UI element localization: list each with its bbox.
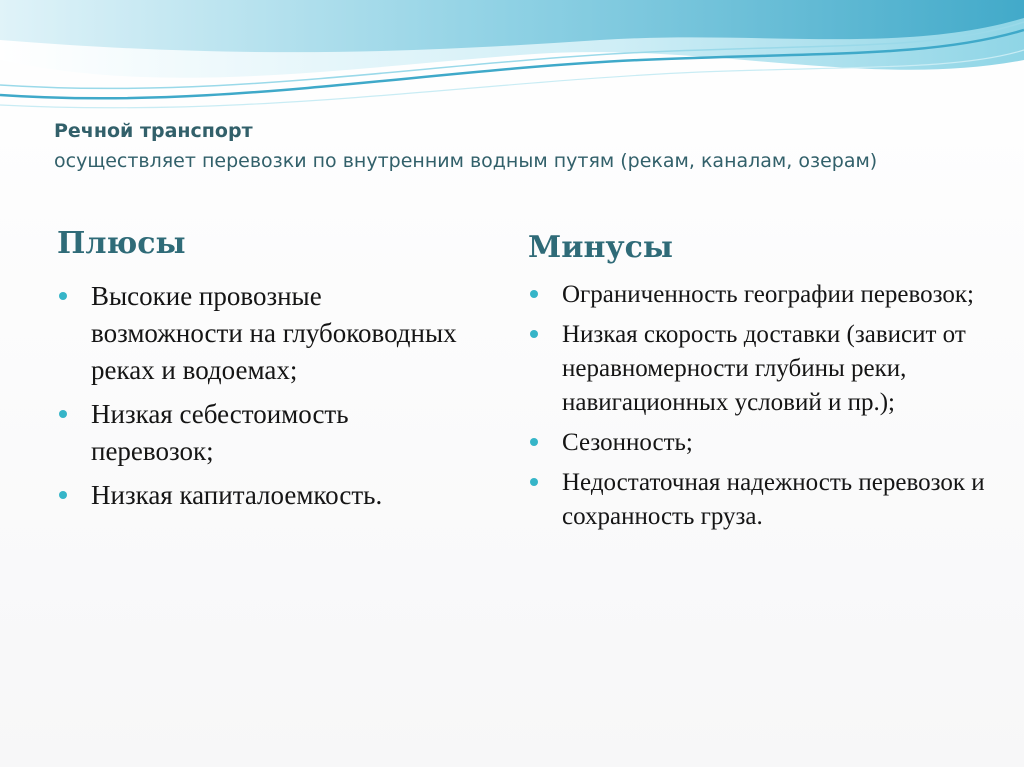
bullet-dot-icon xyxy=(530,290,538,298)
list-item-text: Сезонность; xyxy=(562,429,693,456)
list-item-text: Ограниченность географии перевозок; xyxy=(562,281,974,308)
list-item-text: Высокие провозные возможности на глубоководных реках и водоемах; xyxy=(91,281,457,385)
list-item xyxy=(57,396,477,470)
pros-list xyxy=(57,278,477,514)
bullet-dot-icon xyxy=(530,330,538,338)
list-item-text: Недостаточная надежность перевозок и сохранность груза. xyxy=(562,469,985,530)
wave-decoration xyxy=(0,0,1024,130)
cons-column xyxy=(528,224,988,540)
list-item xyxy=(528,426,988,460)
list-item-text: Низкая капиталоемкость. xyxy=(91,480,383,510)
pros-heading: Плюсы xyxy=(57,226,186,261)
bullet-dot-icon xyxy=(59,292,67,300)
list-item xyxy=(528,278,988,312)
list-item xyxy=(528,318,988,420)
list-item-text: Низкая себестоимость перевозок; xyxy=(91,399,349,466)
cons-list xyxy=(528,278,988,534)
slide-title xyxy=(54,116,994,176)
bullet-dot-icon xyxy=(530,478,538,486)
list-item xyxy=(528,466,988,534)
pros-column xyxy=(57,224,477,521)
bullet-dot-icon xyxy=(530,438,538,446)
cons-heading: Минусы xyxy=(528,230,673,265)
list-item-text: Низкая скорость доставки (зависит от неравномерности глубины реки, навигационных условий и пр.); xyxy=(562,321,966,416)
title-main: Речной транспорт xyxy=(54,120,253,142)
title-subtitle: осуществляет перевозки по внутренним водным путям (рекам, каналам, озерам) xyxy=(54,150,878,172)
bullet-dot-icon xyxy=(59,410,67,418)
list-item xyxy=(57,477,477,514)
bullet-dot-icon xyxy=(59,491,67,499)
list-item xyxy=(57,278,477,389)
